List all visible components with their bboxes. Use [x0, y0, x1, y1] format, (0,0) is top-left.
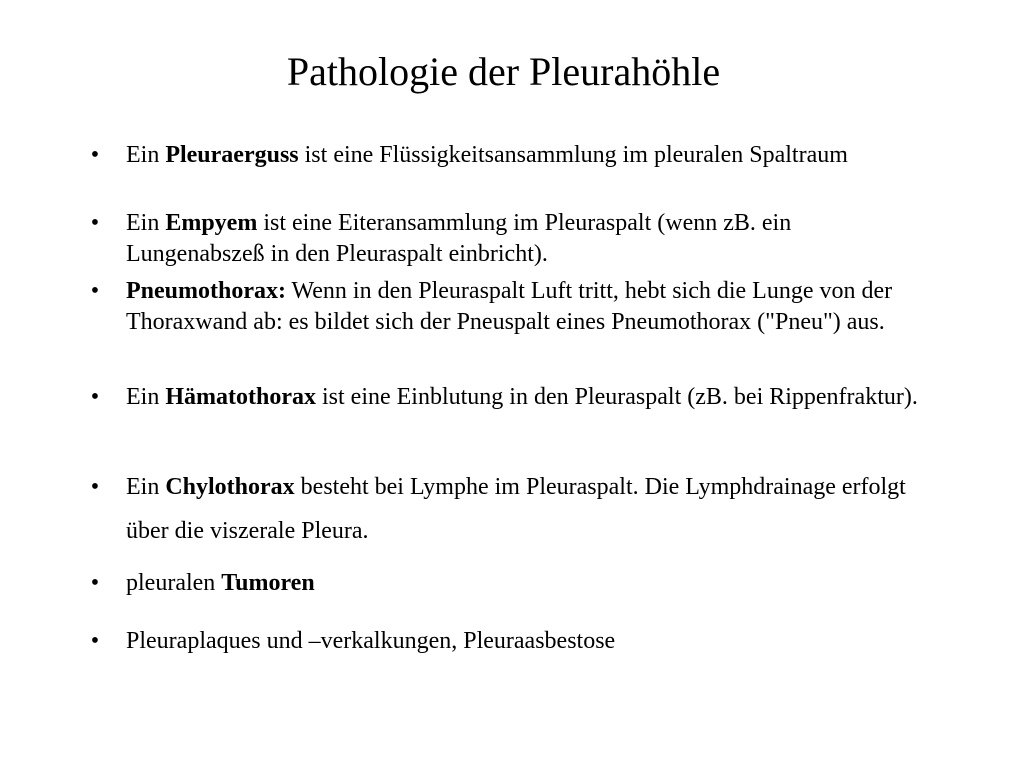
- bullet-text-lead: Ein: [126, 384, 166, 410]
- bullet-text-lead: Ein: [126, 210, 166, 236]
- bullet-term: Pneumothorax:: [126, 278, 286, 304]
- slide-title: Pathologie der Pleurahöhle: [286, 49, 721, 94]
- bullet-text-rest: besteht bei Lymphe im Pleuraspalt. Die Lymphdrainage erfolgt über die viszerale Pleura.: [126, 474, 906, 544]
- bullet-item-chylothorax: [85, 465, 925, 553]
- bullet-dot-icon: •: [90, 570, 100, 596]
- bullet-item-tumoren: [85, 561, 925, 605]
- bullet-text: [126, 276, 925, 338]
- bullet-term: Tumoren: [221, 570, 315, 596]
- bullet-term: Pleuraerguss: [165, 142, 299, 168]
- bullet-text: [126, 140, 925, 171]
- bullet-dot-icon: •: [90, 474, 100, 500]
- bullet-text-lead: Ein: [126, 474, 166, 500]
- bullet-text-lead: pleuralen: [126, 570, 222, 596]
- bullet-dot-icon: •: [90, 628, 100, 654]
- bullet-text: [126, 619, 925, 663]
- bullet-text-lead: Pleuraplaques und –verkalkungen, Pleuraasbestose: [126, 628, 616, 654]
- bullet-dot-icon: •: [90, 278, 100, 304]
- bullet-text-rest: Wenn in den Pleuraspalt Luft tritt, hebt sich die Lunge von der Thoraxwand ab: es bildet sich der Pneuspalt eines Pneumothorax ("Pneu") aus.: [126, 278, 893, 335]
- bullet-item-haematothorax: [85, 375, 925, 419]
- bullet-item-pleuraerguss: [85, 140, 925, 171]
- bullet-text: [126, 465, 925, 553]
- bullet-item-pneumothorax: [85, 276, 925, 338]
- bullet-item-empyem: [85, 208, 925, 270]
- bullet-dot-icon: •: [90, 210, 100, 236]
- bullet-dot-icon: •: [90, 384, 100, 410]
- bullet-item-pleuraplaques: [85, 619, 925, 663]
- bullet-text: [126, 561, 925, 605]
- bullet-term: Chylothorax: [165, 474, 295, 500]
- bullet-text-rest: ist eine Flüssigkeitsansammlung im pleuralen Spaltraum: [298, 142, 848, 168]
- bullet-term: Hämatothorax: [165, 384, 316, 410]
- bullet-text: [126, 208, 925, 270]
- bullet-text-rest: ist eine Eiteransammlung im Pleuraspalt (wenn zB. ein Lungenabszeß in den Pleuraspalt einbricht).: [126, 210, 792, 267]
- bullet-dot-icon: •: [90, 142, 100, 168]
- bullet-term: Empyem: [165, 210, 258, 236]
- bullet-text-rest: ist eine Einblutung in den Pleuraspalt (zB. bei Rippenfraktur).: [315, 384, 918, 410]
- bullet-text: [126, 375, 925, 419]
- bullet-text-lead: Ein: [126, 142, 166, 168]
